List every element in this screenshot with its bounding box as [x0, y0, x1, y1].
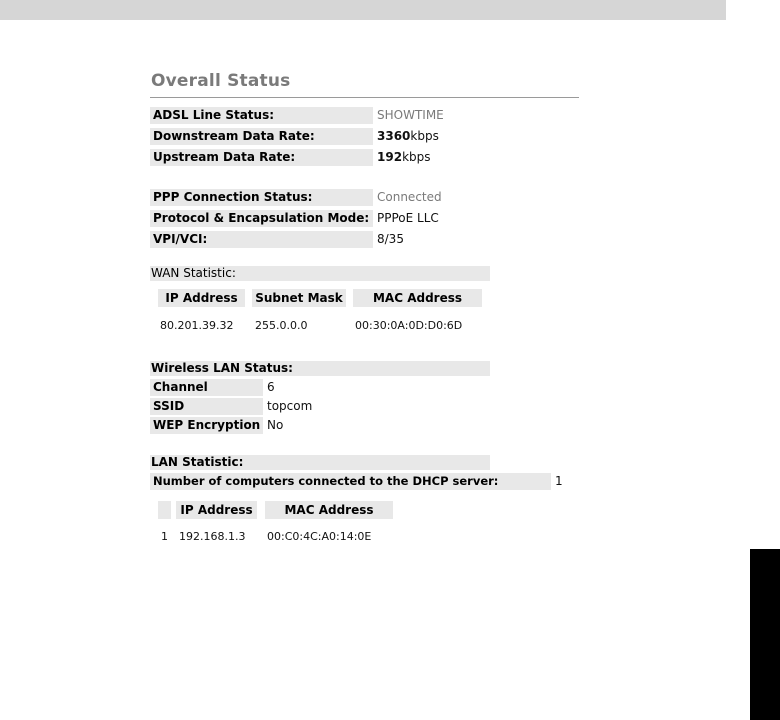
upstream-rate-number: 192 — [377, 150, 403, 164]
lan-col-mac-address: MAC Address — [265, 501, 393, 519]
downstream-rate-unit: kbps — [410, 129, 439, 143]
protocol-encapsulation-value: PPPoE LLC — [377, 211, 439, 225]
dhcp-client-count-label: Number of computers connected to the DHCP server: — [150, 473, 551, 490]
lan-row-mac-address: 00:C0:4C:A0:14:0E — [267, 530, 372, 543]
wireless-ssid-value: topcom — [267, 399, 313, 413]
wireless-wep-encryption-label: WEP Encryption — [150, 417, 263, 434]
ppp-connection-status-label: PPP Connection Status: — [150, 189, 373, 206]
protocol-encapsulation-label: Protocol & Encapsulation Mode: — [150, 210, 373, 227]
title-divider — [150, 97, 579, 98]
dhcp-client-count-value: 1 — [555, 474, 563, 488]
lan-row-ip-address: 192.168.1.3 — [179, 530, 246, 543]
wan-col-ip-address: IP Address — [158, 289, 245, 307]
ppp-connection-status-value: Connected — [377, 190, 442, 204]
wan-subnet-mask-value: 255.0.0.0 — [255, 319, 308, 332]
wireless-channel-value: 6 — [267, 380, 275, 394]
wireless-channel-label: Channel — [150, 379, 263, 396]
lan-col-index — [158, 501, 171, 519]
wireless-lan-status-heading: Wireless LAN Status: — [150, 361, 490, 376]
adsl-line-status-value: SHOWTIME — [377, 108, 444, 122]
downstream-rate-label: Downstream Data Rate: — [150, 128, 373, 145]
page-title: Overall Status — [151, 71, 291, 91]
downstream-rate-number: 3360 — [377, 129, 411, 143]
upstream-rate-label: Upstream Data Rate: — [150, 149, 373, 166]
lan-statistic-heading: LAN Statistic: — [150, 455, 490, 470]
upstream-rate-unit: kbps — [402, 150, 431, 164]
upstream-rate-value — [377, 149, 431, 166]
adsl-line-status-label: ADSL Line Status: — [150, 107, 373, 124]
downstream-rate-value — [377, 128, 439, 145]
vpi-vci-value: 8/35 — [377, 232, 404, 246]
wireless-ssid-label: SSID — [150, 398, 263, 415]
wan-col-mac-address: MAC Address — [353, 289, 482, 307]
side-tab-marker — [750, 549, 780, 720]
wan-col-subnet-mask: Subnet Mask — [252, 289, 346, 307]
wan-ip-address-value: 80.201.39.32 — [160, 319, 234, 332]
top-bar — [0, 0, 726, 20]
wan-mac-address-value: 00:30:0A:0D:D0:6D — [355, 319, 463, 332]
lan-row-index: 1 — [161, 530, 168, 543]
wireless-wep-encryption-value: No — [267, 418, 284, 432]
vpi-vci-label: VPI/VCI: — [150, 231, 373, 248]
wan-statistic-heading: WAN Statistic: — [150, 266, 490, 281]
lan-col-ip-address: IP Address — [176, 501, 257, 519]
